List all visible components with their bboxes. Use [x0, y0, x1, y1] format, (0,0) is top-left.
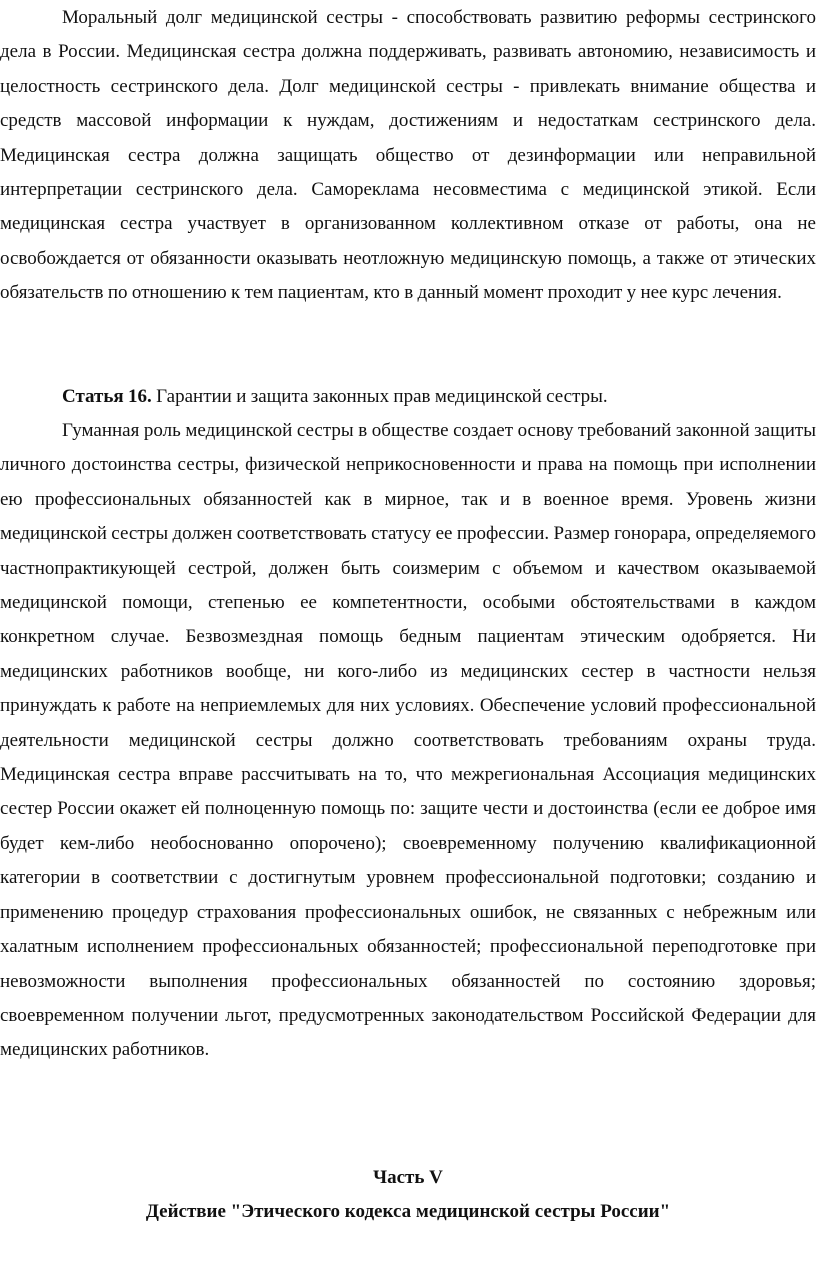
article-16-heading: [0, 380, 816, 414]
article-16-title: Гарантии и защита законных прав медицинской сестры.: [151, 386, 608, 407]
part-heading: Часть V: [373, 1167, 443, 1188]
article-16-label: Статья 16.: [62, 386, 152, 407]
part-title: Действие "Этического кодекса медицинской сестры России": [145, 1201, 671, 1222]
paragraph-legal-rights: Гуманная роль медицинской сестры в обществе создает основу требований законной защиты личного достоинства сестры, физической неприкосновенности и права на помощь при исполнении ею профессиональных обязанностей как в мирное, так и в военное время. Уровень жизни медицинской сестры должен соответствовать статусу ее профессии. Размер гонорара, определяемого частнопрактикующей сестрой, должен быть соизмерим с объемом и качеством оказываемой медицинской помощи, степенью ее компетентности, особыми обстоятельствами в каждом конкретном случае. Безвозмездная помощь бедным пациентам этическим одобряется. Ни медицинских работников вообще, ни кого-либо из медицинских сестер в частности нельзя принуждать к работе на неприемлемых для них условиях. Обеспечение условий профессиональной деятельности медицинской сестры должно соответствовать требованиям охраны труда. Медицинская сестра вправе рассчитывать на то, что межрегиональная Ассоциация медицинских сестер России окажет ей полноценную помощь по: защите чести и достоинства (если ее доброе имя будет кем-либо необоснованно опорочено); своевременному получению квалификационной категории в соответствии с достигнутым уровнем профессиональной подготовки; созданию и применению процедур страхования профессиональных ошибок, не связанных с небрежным или халатным исполнением профессиональных обязанностей; профессиональной переподготовке при невозможности выполнения профессиональных обязанностей по состоянию здоровья; своевременном получении льгот, предусмотренных законодательством Российской Федерации для медицинских работников.: [0, 420, 816, 1061]
paragraph-moral-duty: Моральный долг медицинской сестры - способствовать развитию реформы сестринского дела в России. Медицинская сестра должна поддерживать, развивать автономию, независимость и целостность сестринского дела. Долг медицинской сестры - привлекать внимание общества и средств массовой информации к нуждам, достижениям и недостаткам сестринского дела. Медицинская сестра должна защищать общество от дезинформации или неправильной интерпретации сестринского дела. Самореклама несовместима с медицинской этикой. Если медицинская сестра участвует в организованном коллективном отказе от работы, она не освобождается от обязанности оказывать неотложную медицинскую помощь, а также от этических обязательств по отношению к тем пациентам, кто в данный момент проходит у нее курс лечения.: [0, 7, 816, 304]
